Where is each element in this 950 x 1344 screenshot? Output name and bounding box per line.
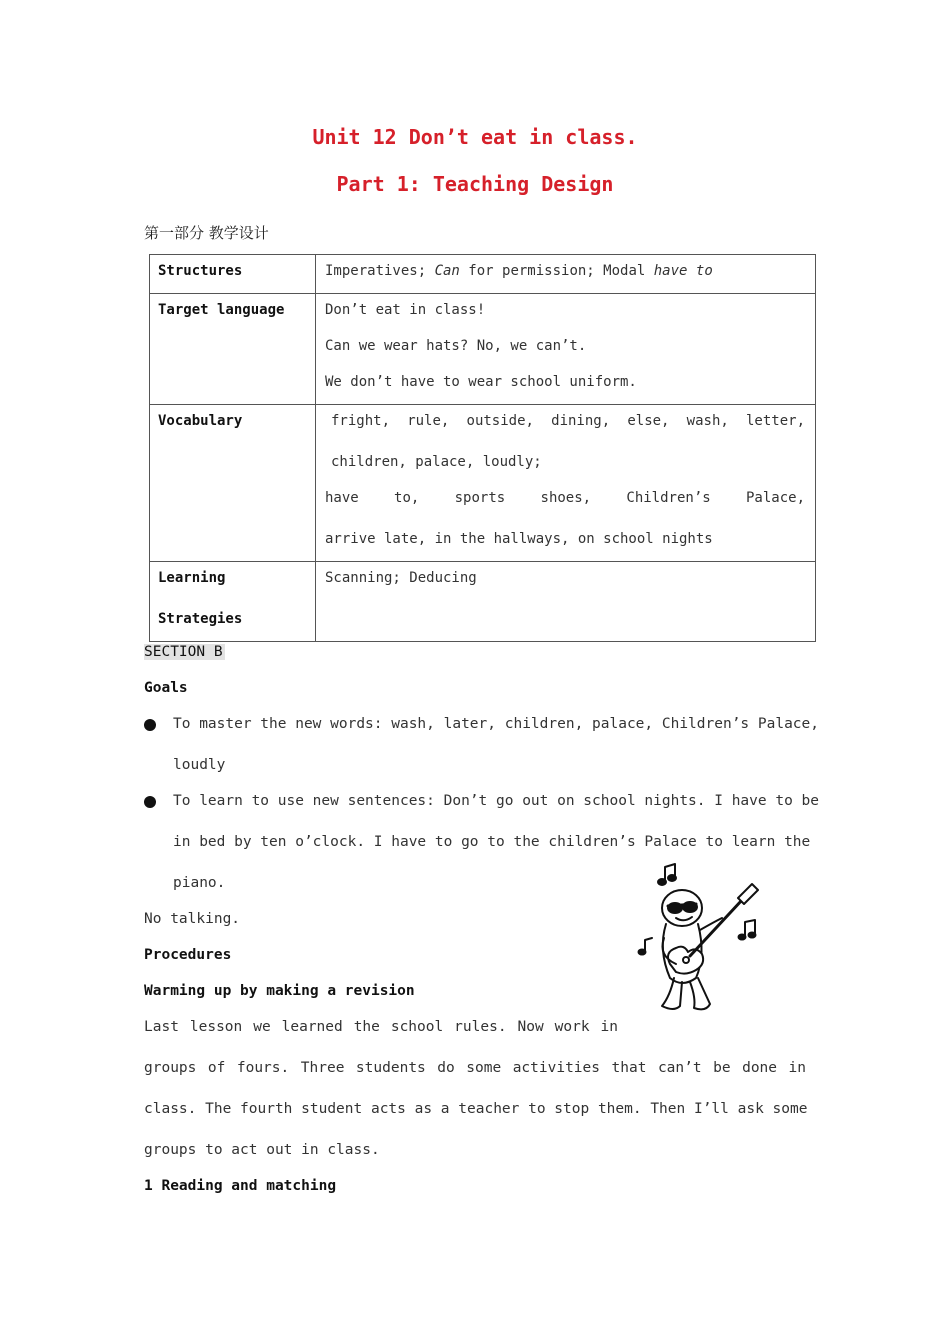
document-title: Unit 12 Don’t eat in class. [312, 125, 638, 149]
goal-1-line-1: To master the new words: wash, later, children, palace, Children’s Palace, [173, 716, 820, 732]
goal-2-line-3: piano. [173, 875, 226, 891]
target-line-1: Don’t eat in class! [325, 302, 486, 318]
goal-2-line-2: in bed by ten o’clock. I have to go to the children’s Palace to learn the [173, 834, 811, 850]
target-line-2: Can we wear hats? No, we can’t. [325, 338, 587, 354]
paragraph-line-2: groups of fours. Three students do some activities that can’t be done in [144, 1060, 806, 1076]
vocabulary-line-1: fright, rule, outside, dining, else, wash, letter, [331, 413, 805, 429]
chinese-subtitle: 第一部分 教学设计 [144, 224, 269, 242]
vocabulary-line-4: arrive late, in the hallways, on school nights [325, 531, 713, 547]
procedures-heading: Procedures [144, 947, 232, 963]
paragraph-line-3: class. The fourth student acts as a teacher to stop them. Then I’ll ask some [144, 1101, 808, 1117]
vocabulary-label: Vocabulary [158, 413, 243, 429]
table-row-structures [150, 255, 816, 294]
guitar-player-illustration [630, 860, 770, 1020]
music-note-icon [658, 864, 676, 885]
reading-matching-heading: 1 Reading and matching [144, 1178, 337, 1194]
goal-1-line-2: loudly [173, 757, 226, 773]
vocabulary-line-3: have to, sports shoes, Children’s Palace, [325, 490, 805, 506]
target-language-label: Target language [158, 302, 285, 318]
structures-value: Imperatives; Can for permission; Modal have to [325, 263, 713, 279]
warming-up-heading: Warming up by making a revision [144, 983, 415, 999]
music-note-icon [739, 920, 756, 940]
table-row-target-language [150, 294, 816, 405]
structures-label: Structures [158, 263, 243, 279]
music-note-icon [639, 938, 653, 955]
teaching-design-table [149, 254, 816, 642]
no-talking-text: No talking. [144, 911, 241, 927]
learning-label: Learning [158, 570, 226, 586]
learning-strategies-value: Scanning; Deducing [325, 570, 477, 586]
table-row-learning-strategies [150, 562, 816, 642]
section-b-heading: SECTION B [144, 644, 223, 660]
strategies-label: Strategies [158, 611, 243, 627]
bullet-icon [144, 795, 158, 809]
goal-2-line-1: To learn to use new sentences: Don’t go out on school nights. I have to be [173, 793, 820, 809]
target-line-3: We don’t have to wear school uniform. [325, 374, 637, 390]
vocabulary-line-2: children, palace, loudly; [331, 454, 542, 470]
bullet-icon [144, 718, 158, 732]
document-subtitle: Part 1: Teaching Design [336, 172, 614, 196]
table-row-vocabulary [150, 405, 816, 562]
paragraph-line-4: groups to act out in class. [144, 1142, 380, 1158]
paragraph-line-1: Last lesson we learned the school rules. Now work in [144, 1019, 618, 1035]
goals-heading: Goals [144, 680, 188, 696]
